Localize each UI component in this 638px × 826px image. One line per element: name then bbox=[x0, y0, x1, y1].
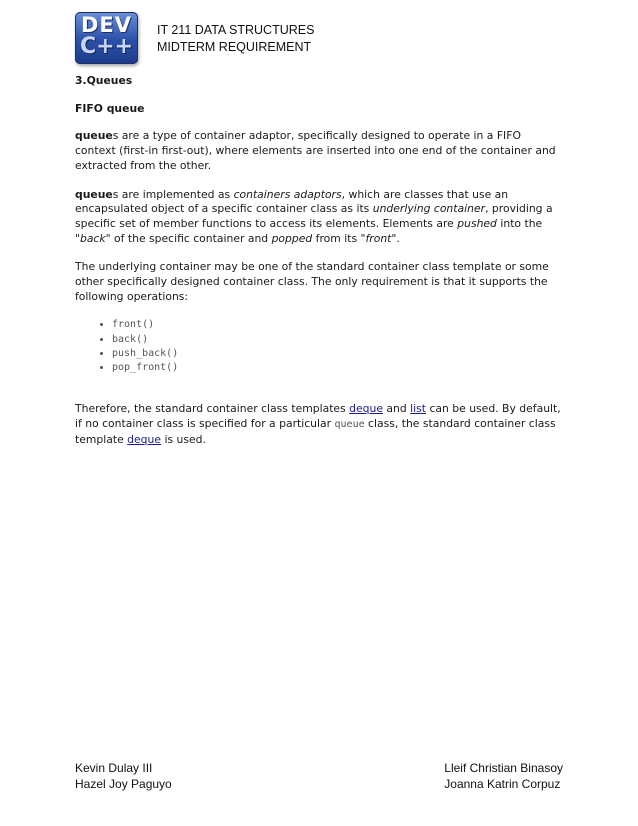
footer-authors-right bbox=[444, 761, 563, 792]
keyword-queue: queue bbox=[75, 129, 113, 143]
deque-link[interactable]: deque bbox=[127, 432, 162, 446]
text-run: , which are classes that use an encapsulated object of a specific container class as its bbox=[75, 187, 509, 216]
text-run: is used. bbox=[161, 432, 206, 446]
author-name: Hazel Joy Paguyo bbox=[75, 776, 172, 791]
text-run: into the bbox=[496, 216, 543, 230]
list-item: • push_back() bbox=[112, 347, 565, 361]
sub-title: FIFO queue bbox=[75, 101, 145, 115]
italic-run: underlying container bbox=[372, 202, 486, 216]
italic-run: "front" bbox=[360, 231, 397, 245]
paragraph-4 bbox=[75, 402, 565, 447]
text-run: Therefore, the standard container class templates bbox=[75, 402, 350, 416]
italic-run: popped bbox=[271, 231, 313, 245]
text-run: can be used. By default, if no container class is specified for a particular bbox=[75, 402, 561, 430]
header-line-1: IT 211 DATA STRUCTURES bbox=[157, 23, 315, 37]
list-item: • front() bbox=[112, 318, 565, 332]
paragraph-1-text: s are a type of container adaptor, specifically designed to operate in a FIFO context (first-in first-out), where elements are inserted into one end of the container and extracted from the other. bbox=[75, 129, 556, 172]
text-run: of the specific container and bbox=[110, 231, 272, 245]
paragraph-2 bbox=[75, 188, 565, 247]
logo-top-text: DEV bbox=[80, 13, 133, 37]
list-item: • back() bbox=[112, 333, 565, 347]
text-run: and bbox=[382, 402, 411, 416]
section-title: 3.Queues bbox=[75, 74, 133, 87]
italic-run: containers adaptors bbox=[233, 187, 342, 201]
inline-code-queue: queue bbox=[334, 418, 365, 430]
author-name: Lleif Christian Binasoy bbox=[444, 761, 563, 775]
list-item: • pop_front() bbox=[112, 361, 565, 375]
logo-bottom-text: C++ bbox=[79, 34, 133, 59]
keyword-queue: queue bbox=[75, 187, 113, 201]
text-run: from its bbox=[312, 231, 361, 245]
document-body bbox=[75, 74, 565, 461]
operations-list bbox=[75, 318, 565, 375]
list-link[interactable]: list bbox=[410, 402, 427, 416]
author-name: Joanna Katrin Corpuz bbox=[444, 776, 561, 791]
text-run: class, the standard container class template bbox=[75, 416, 556, 446]
dev-cpp-logo bbox=[75, 12, 138, 64]
text-run: s are implemented as bbox=[112, 187, 234, 201]
italic-run: pushed bbox=[457, 216, 497, 230]
italic-run: "back" bbox=[75, 231, 111, 245]
header-line-2: MIDTERM REQUIREMENT bbox=[157, 40, 312, 54]
document-header bbox=[157, 22, 314, 56]
text-run: , providing a specific set of member functions to access its elements. Elements are bbox=[75, 202, 553, 230]
author-name: Kevin Dulay III bbox=[75, 761, 153, 775]
paragraph-3: The underlying container may be one of the standard container class template or some other specifically designed container class. The only requirement is that it supports the following operations: bbox=[75, 260, 549, 303]
text-run: . bbox=[396, 231, 400, 245]
deque-link[interactable]: deque bbox=[349, 402, 383, 416]
paragraph-1 bbox=[75, 129, 565, 173]
footer-authors-left bbox=[75, 761, 172, 792]
